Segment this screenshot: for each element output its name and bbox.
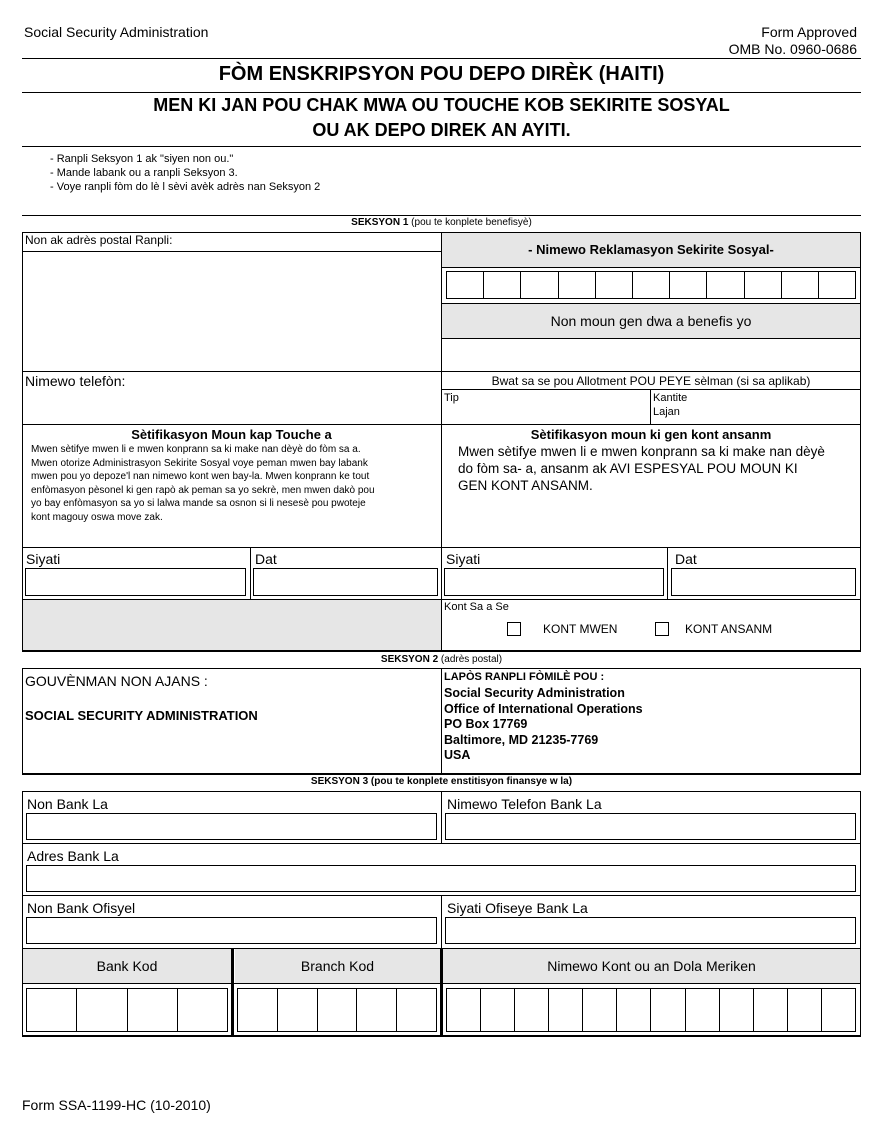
branch-code-digit[interactable] [357,989,397,1031]
payee-date-field[interactable] [253,568,438,596]
claim-digit[interactable] [559,272,596,298]
claim-digit[interactable] [633,272,670,298]
payee-signature-label: Siyati [26,551,61,567]
cert-joint-text: Mwen sètifye mwen li e mwen konprann sa ki make nan dèyè do fòm sa- a, ansanm ak AVI ESPESYAL POU MOUN KI GEN KONT ANSANM. [458,444,825,493]
account-digit[interactable] [651,989,685,1031]
claim-number-cells[interactable] [446,271,856,299]
officer-name-field[interactable] [26,917,437,944]
joint-signature-field[interactable] [444,568,664,596]
payee-signature-field[interactable] [25,568,246,596]
account-number-cells[interactable] [446,988,856,1032]
form-subtitle-1: MEN KI JAN POU CHAK MWA OU TOUCHE KOB SEKIRITE SOSYAL [153,95,730,115]
kont-ansanm-label: KONT ANSANM [685,622,773,636]
section2-header: SEKSYON 2 (adrès postal) [380,654,503,665]
instruction-2: - Mande labank ou a ranpli Seksyon 3. [50,167,238,179]
section3-header: SEKSYON 3 (pou te konplete enstitisyon finansye w la) [310,776,573,787]
bank-code-label: Bank Kod [96,958,158,974]
account-number-label: Nimewo Kont ou an Dola Meriken [547,958,756,974]
claim-digit[interactable] [596,272,633,298]
branch-code-label: Branch Kod [300,958,375,974]
form-subtitle-2: OU AK DEPO DIREK AN AYITI. [312,120,571,140]
tip-label: Tip [444,392,459,404]
kont-mwen-label: KONT MWEN [543,622,618,636]
account-digit[interactable] [515,989,549,1031]
instruction-3: - Voye ranpli fòm do lè l sèvi avèk adrès nan Seksyon 2 [50,181,321,193]
payee-date-label: Dat [255,551,277,567]
agency-value: SOCIAL SECURITY ADMINISTRATION [25,708,258,723]
mail-label: LAPÒS RANPLI FÒMILÈ POU : [444,671,605,683]
claim-number-label: - Nimewo Reklamasyon Sekirite Sosyal- [528,242,774,257]
bank-name-field[interactable] [26,813,437,840]
agency-label: GOUVÈNMAN NON AJANS : [25,673,208,689]
beneficiary-name-field[interactable] [442,339,860,371]
account-type-label: Kont Sa a Se [444,601,509,613]
bank-code-digit[interactable] [128,989,178,1031]
bank-code-cells[interactable] [26,988,228,1032]
account-digit[interactable] [583,989,617,1031]
account-digit[interactable] [720,989,754,1031]
section1-header: SEKSYON 1 (pou te konplete benefisyè) [351,217,532,228]
branch-code-digit[interactable] [318,989,358,1031]
officer-signature-label: Siyati Ofiseye Bank La [447,900,588,916]
joint-date-field[interactable] [671,568,856,596]
kont-ansanm-checkbox[interactable] [655,622,669,636]
joint-date-label: Dat [675,551,697,567]
mailing-address: Social Security Administration Office of International Operations PO Box 17769 Baltimore, MD 21235-7769 USA [444,686,643,762]
beneficiary-name-label: Non moun gen dwa a benefis yo [550,313,752,329]
claim-digit[interactable] [707,272,744,298]
branch-code-digit[interactable] [397,989,436,1031]
account-digit[interactable] [822,989,855,1031]
omb-number: OMB No. 0960-0686 [728,41,857,57]
claim-digit[interactable] [819,272,855,298]
account-digit[interactable] [549,989,583,1031]
bank-code-digit[interactable] [178,989,227,1031]
name-address-field[interactable] [23,252,441,371]
account-digit[interactable] [617,989,651,1031]
claim-digit[interactable] [484,272,521,298]
cert-payee-title: Sètifikasyon Moun kap Touche a [131,427,332,442]
kont-mwen-checkbox[interactable] [507,622,521,636]
account-digit[interactable] [686,989,720,1031]
bank-phone-label: Nimewo Telefon Bank La [447,796,602,812]
bank-code-digit[interactable] [27,989,77,1031]
bank-code-digit[interactable] [77,989,127,1031]
bank-name-label: Non Bank La [27,796,108,812]
claim-digit[interactable] [521,272,558,298]
officer-signature-field[interactable] [445,917,856,944]
branch-code-digit[interactable] [238,989,278,1031]
bank-address-label: Adres Bank La [27,848,119,864]
claim-digit[interactable] [447,272,484,298]
joint-signature-label: Siyati [446,551,481,567]
form-title: FÒM ENSKRIPSYON POU DEPO DIRÈK (HAITI) [218,63,665,85]
lajan-label: Lajan [653,406,680,418]
officer-name-label: Non Bank Ofisyel [27,900,136,916]
form-approved: Form Approved [761,24,857,40]
form-id: Form SSA-1199-HC (10-2010) [22,1097,211,1113]
agency-name: Social Security Administration [24,24,209,40]
allotment-label: Bwat sa se pou Allotment POU PEYE sèlman (si sa aplikab) [491,374,811,388]
claim-digit[interactable] [670,272,707,298]
phone-field[interactable] [23,390,441,424]
bank-phone-field[interactable] [445,813,856,840]
kantite-label: Kantite [653,392,688,404]
account-digit[interactable] [447,989,481,1031]
cert-joint-title: Sètifikasyon moun ki gen kont ansanm [530,427,772,442]
name-address-label: Non ak adrès postal Ranpli: [25,233,173,247]
bank-address-field[interactable] [26,865,856,892]
branch-code-cells[interactable] [237,988,437,1032]
instruction-1: - Ranpli Seksyon 1 ak "siyen non ou." [50,153,234,165]
account-digit[interactable] [481,989,515,1031]
phone-label: Nimewo telefòn: [25,373,126,389]
account-digit[interactable] [754,989,788,1031]
account-digit[interactable] [788,989,822,1031]
branch-code-digit[interactable] [278,989,318,1031]
claim-digit[interactable] [745,272,782,298]
claim-digit[interactable] [782,272,819,298]
cert-payee-text: Mwen sètifye mwen li e mwen konprann sa ki make nan dèyè do fòm sa a. Mwen otorize Administrasyon Sekirite Sosyal voye peman mwen bay labank mwen pou yo depoze'l nan nimewo kont wen bay-la. Mwen konprann ke tout enfòmasyon pèsonel ki gen rapò ak peman sa yo sekrè, men mwen dakò pou yo bay enfòmasyon sa yo si lalwa mande sa osnon si li nesesè pou pwoteje kont magouy oswa move zak. [31,444,375,523]
